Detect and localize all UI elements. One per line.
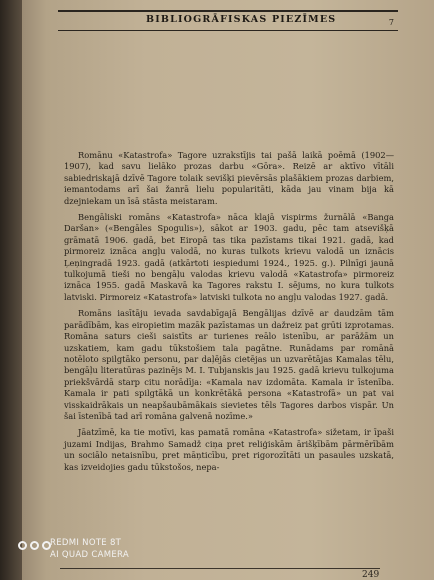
watermark-line-1: REDMI NOTE 8T: [50, 538, 122, 548]
paragraph-1: Romānu «Katastrofa» Tagore uzrakstījis tai pašā laikā poēmā (1902—1907), kad savu lielāko prozas darbu «Gōra». Reizē ar aktīvo vītāli sabiedriskajā dzīvē Tagore tolaik sevišķi pievērsās plašākiem prozas darbiem, iemantodams arī šai žanrā lielu popularitāti, kāda jau vinam bija kā dzejniekam un īsā stāsta meistaram.: [64, 150, 394, 206]
body-text: [64, 150, 394, 478]
camera-logo-icon: [18, 541, 51, 550]
header-bottom-rule: [58, 30, 398, 31]
book-gutter-shadow: [0, 0, 22, 580]
footer-rule: [60, 568, 380, 569]
watermark-line-2: AI QUAD CAMERA: [50, 550, 130, 560]
paragraph-3: Romāns iasītāju ievada savdabīgajā Bengālijas dzīvē ar daudzām tām parādībām, kas eiropietim mazāk pazīstamas un dažreiz pat grūti izprotamas. Romāna saturs cieši saistīts ar turienes reālo istenību, ar parāžām un uzskatiem, kam gadu tūkstošiem tala pagātne. Runādams par romānā notēloto spilgtāko personu, par daļējās cietējas un uzvarētājas Kamalas tēlu, bengāļu literatūras pazinējs M. I. Tubjanskis jau 1925. gadā krievu tulkojuma priekšvārdā starp citu norādīja: «Kamala nav izdomāta. Kamala ir īstenība. Kamala ir pati spilgtākā un konkrētākā persona «Katastrofā» un pat vai visskaidrākais un neapšaubāmākais sievietes tēls Tagores darbos vispār. Un šai īstenībā tad arī romāna galvenā nozīme.»: [64, 308, 394, 421]
running-header-title: BIBLIOGRĀFISKAS PIEZĪMES: [146, 14, 337, 25]
paragraph-2: Bengāliski romāns «Katastrofa» nāca klajā vispirms žurnālā «Banga Daršan» («Bengāles Spogulis»), sākot ar 1903. gadu, pēc tam atsevišķā grāmatā 1906. gadā, bet Eiropā tas tika pazīstams tikai 1921. gadā, kad pirmoreiz iznāca angļu valodā, no kuras tulkots krievu valodā un iznācis Ļeņingradā 1923. gadā (atkārtoti iespiedumi 1924., 1925. g.). Pilnīgi jaunā tulkojumā tieši no bengāļu valodas krievu valodā «Katastrofa» pirmoreiz iznāca 1955. gadā Maskavā ka Tagores rakstu I. sējums, no kura tulkots latviski. Pirmoreiz «Katastrofa» latviski tulkota no angļu valodas 1927. gadā.: [64, 212, 394, 302]
paragraph-4: Jāatzīmē, ka tie motīvi, kas pamatā romāna «Katastrofa» sižetam, ir īpaši juzami Indijas, Brahmo Samadž ciņa pret reliģiskām ārišķībām pārmērībām un sociālo netaisnību, pret māņticību, pret rigorozītāti un pasaules uzskatā, kas izveidojies gadu tūkstošos, nepa-: [64, 427, 394, 472]
running-header-marker: 7: [388, 18, 394, 27]
running-header: [58, 12, 398, 30]
page-number: 249: [362, 570, 380, 580]
